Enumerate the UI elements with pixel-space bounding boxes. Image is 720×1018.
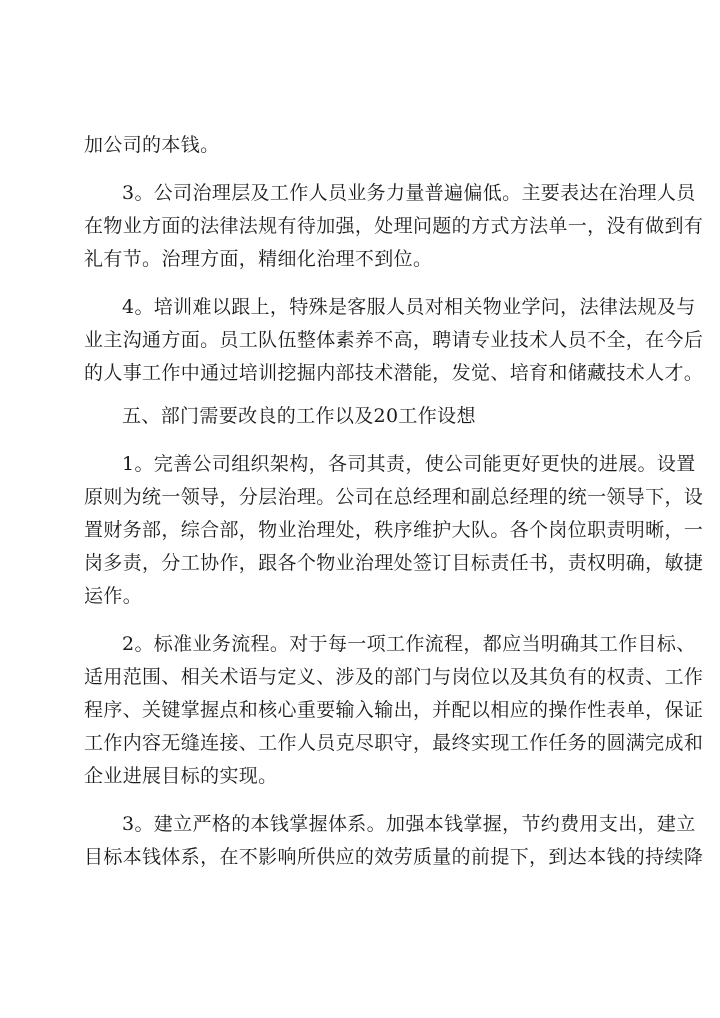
paragraph-1-line-5: 运作。 <box>84 585 143 607</box>
paragraph-4-line-3: 的人事工作中通过培训挖掘内部技术潜能，发觉、培育和储藏技术人才。 <box>84 362 704 384</box>
paragraph-3-line-3: 礼有节。治理方面，精细化治理不到位。 <box>84 248 433 270</box>
paragraph-3b-line-1: 3。建立严格的本钱掌握体系。加强本钱掌握，节约费用支出，建立 <box>122 813 696 835</box>
paragraph-4-line-1: 4。培训难以跟上，特殊是客服人员对相关物业学问，法律法规及与 <box>122 296 696 318</box>
paragraph-4-line-2: 业主沟通方面。员工队伍整体素养不高，聘请专业技术人员不全，在今后 <box>84 329 704 351</box>
paragraph-1-line-4: 岗多责，分工协作，跟各个物业治理处签订目标责任书，责权明确，敏捷 <box>84 552 704 574</box>
section-heading: 五、部门需要改良的工作以及20工作设想 <box>122 405 476 427</box>
paragraph-2-line-4: 工作内容无缝连接、工作人员克尽职守，最终实现工作任务的圆满完成和 <box>84 732 704 754</box>
paragraph-2-line-1: 2。标准业务流程。对于每一项工作流程，都应当明确其工作目标、 <box>122 633 696 655</box>
paragraph-1-line-1: 1。完善公司组织架构，各司其责，使公司能更好更快的进展。设置 <box>122 453 696 475</box>
paragraph-1-line-3: 置财务部，综合部，物业治理处，秩序维护大队。各个岗位职责明晰，一 <box>84 519 704 541</box>
paragraph-3-line-2: 在物业方面的法律法规有待加强，处理问题的方式方法单一，没有做到有 <box>84 215 704 237</box>
paragraph-3b-line-2: 目标本钱体系，在不影响所供应的效劳质量的前提下，到达本钱的持续降 <box>84 846 704 868</box>
paragraph-1-line-2: 原则为统一领导，分层治理。公司在总经理和副总经理的统一领导下，设 <box>84 486 704 508</box>
paragraph-2-line-3: 程序、关键掌握点和核心重要输入输出，并配以相应的操作性表单，保证 <box>84 699 704 721</box>
paragraph-2-line-2: 适用范围、相关术语与定义、涉及的部门与岗位以及其负有的权责、工作 <box>84 666 704 688</box>
paragraph-3-line-1: 3。公司治理层及工作人员业务力量普遍偏低。主要表达在治理人员 <box>122 182 696 204</box>
text-line: 加公司的本钱。 <box>84 134 220 156</box>
paragraph-2-line-5: 企业进展目标的实现。 <box>84 765 278 787</box>
